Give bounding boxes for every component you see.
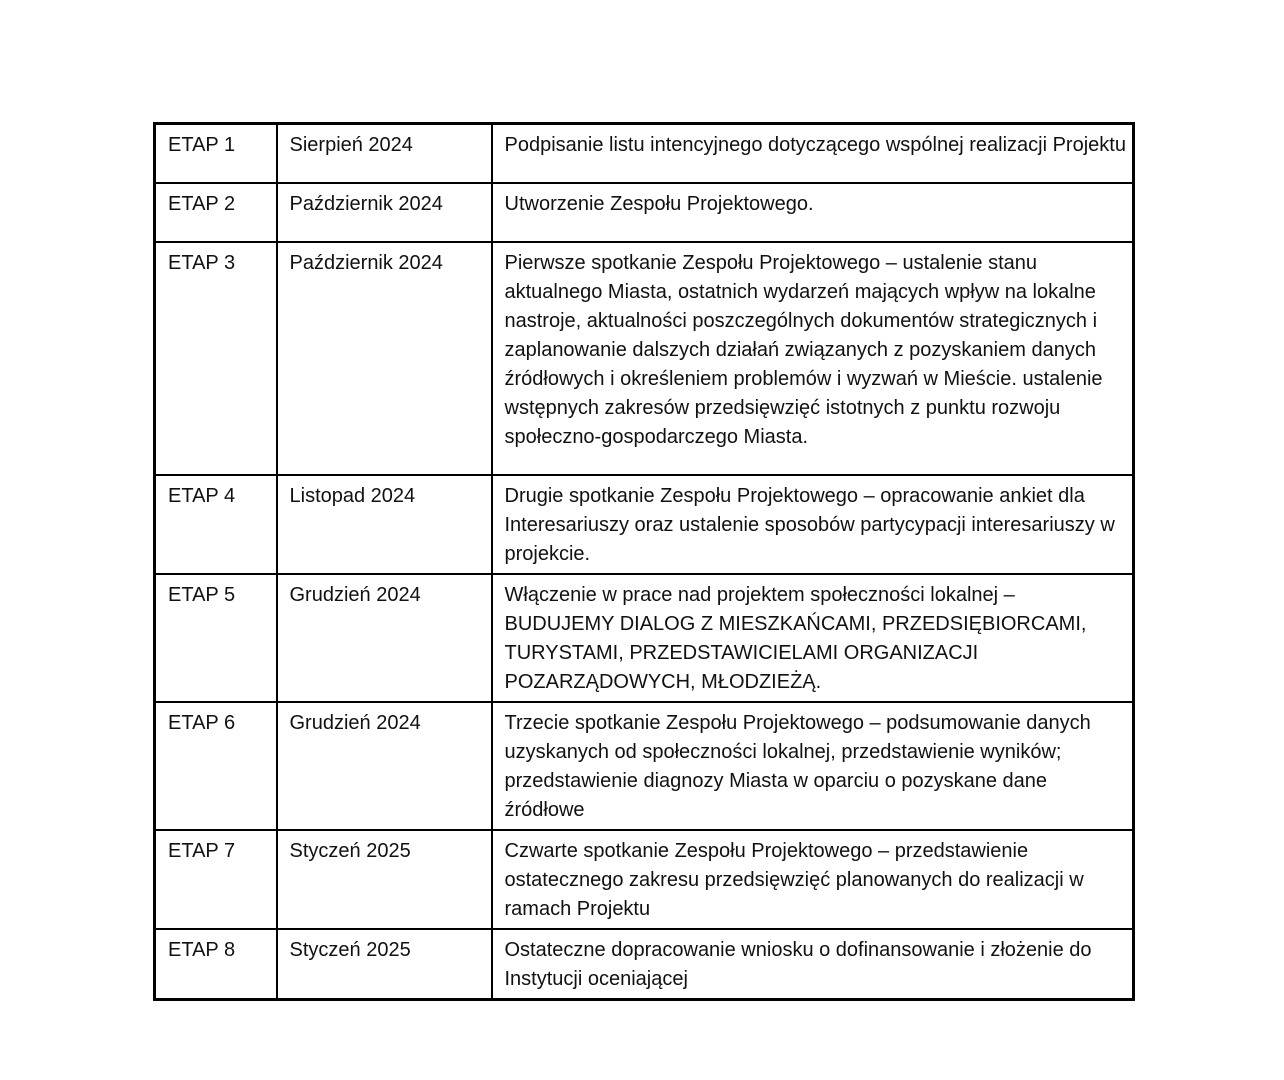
stage-cell: ETAP 5 (155, 574, 277, 702)
date-cell: Październik 2024 (277, 242, 492, 475)
date-cell: Listopad 2024 (277, 475, 492, 574)
stage-cell: ETAP 6 (155, 702, 277, 830)
project-stages-table (153, 122, 1135, 1001)
date-cell: Styczeń 2025 (277, 929, 492, 1000)
description-cell: Włączenie w prace nad projektem społeczności lokalnej – BUDUJEMY DIALOG Z MIESZKAŃCAMI, PRZEDSIĘBIORCAMI, TURYSTAMI, PRZEDSTAWICIELAMI ORGANIZACJI POZARZĄDOWYCH, MŁODZIEŻĄ. (492, 574, 1134, 702)
table-row (155, 702, 1134, 830)
description-cell: Utworzenie Zespołu Projektowego. (492, 183, 1134, 242)
table-row (155, 475, 1134, 574)
description-cell: Trzecie spotkanie Zespołu Projektowego – podsumowanie danych uzyskanych od społeczności lokalnej, przedstawienie wyników; przedstawienie diagnozy Miasta w oparciu o pozyskane dane źródłowe (492, 702, 1134, 830)
table-row (155, 242, 1134, 475)
date-cell: Grudzień 2024 (277, 574, 492, 702)
description-cell: Czwarte spotkanie Zespołu Projektowego – przedstawienie ostatecznego zakresu przedsięwzięć planowanych do realizacji w ramach Projektu (492, 830, 1134, 929)
stage-cell: ETAP 2 (155, 183, 277, 242)
stage-cell: ETAP 8 (155, 929, 277, 1000)
description-cell: Pierwsze spotkanie Zespołu Projektowego – ustalenie stanu aktualnego Miasta, ostatnich wydarzeń mających wpływ na lokalne nastroje, aktualności poszczególnych dokumentów strategicznych i zaplanowanie dalszych działań związanych z pozyskaniem danych źródłowych i określeniem problemów i wyzwań w Mieście. ustalenie wstępnych zakresów przedsięwzięć istotnych z punktu rozwoju społeczno-gospodarczego Miasta. (492, 242, 1134, 475)
date-cell: Sierpień 2024 (277, 124, 492, 183)
date-cell: Październik 2024 (277, 183, 492, 242)
description-cell: Podpisanie listu intencyjnego dotyczącego wspólnej realizacji Projektu (492, 124, 1134, 183)
date-cell: Styczeń 2025 (277, 830, 492, 929)
table-row (155, 124, 1134, 183)
table-row (155, 830, 1134, 929)
table-body (155, 124, 1134, 1000)
description-cell: Drugie spotkanie Zespołu Projektowego – opracowanie ankiet dla Interesariuszy oraz ustalenie sposobów partycypacji interesariuszy w projekcie. (492, 475, 1134, 574)
table-row (155, 929, 1134, 1000)
description-cell: Ostateczne dopracowanie wniosku o dofinansowanie i złożenie do Instytucji oceniającej (492, 929, 1134, 1000)
stage-cell: ETAP 4 (155, 475, 277, 574)
date-cell: Grudzień 2024 (277, 702, 492, 830)
stage-cell: ETAP 3 (155, 242, 277, 475)
table-row (155, 183, 1134, 242)
stage-cell: ETAP 7 (155, 830, 277, 929)
table-row (155, 574, 1134, 702)
stage-cell: ETAP 1 (155, 124, 277, 183)
